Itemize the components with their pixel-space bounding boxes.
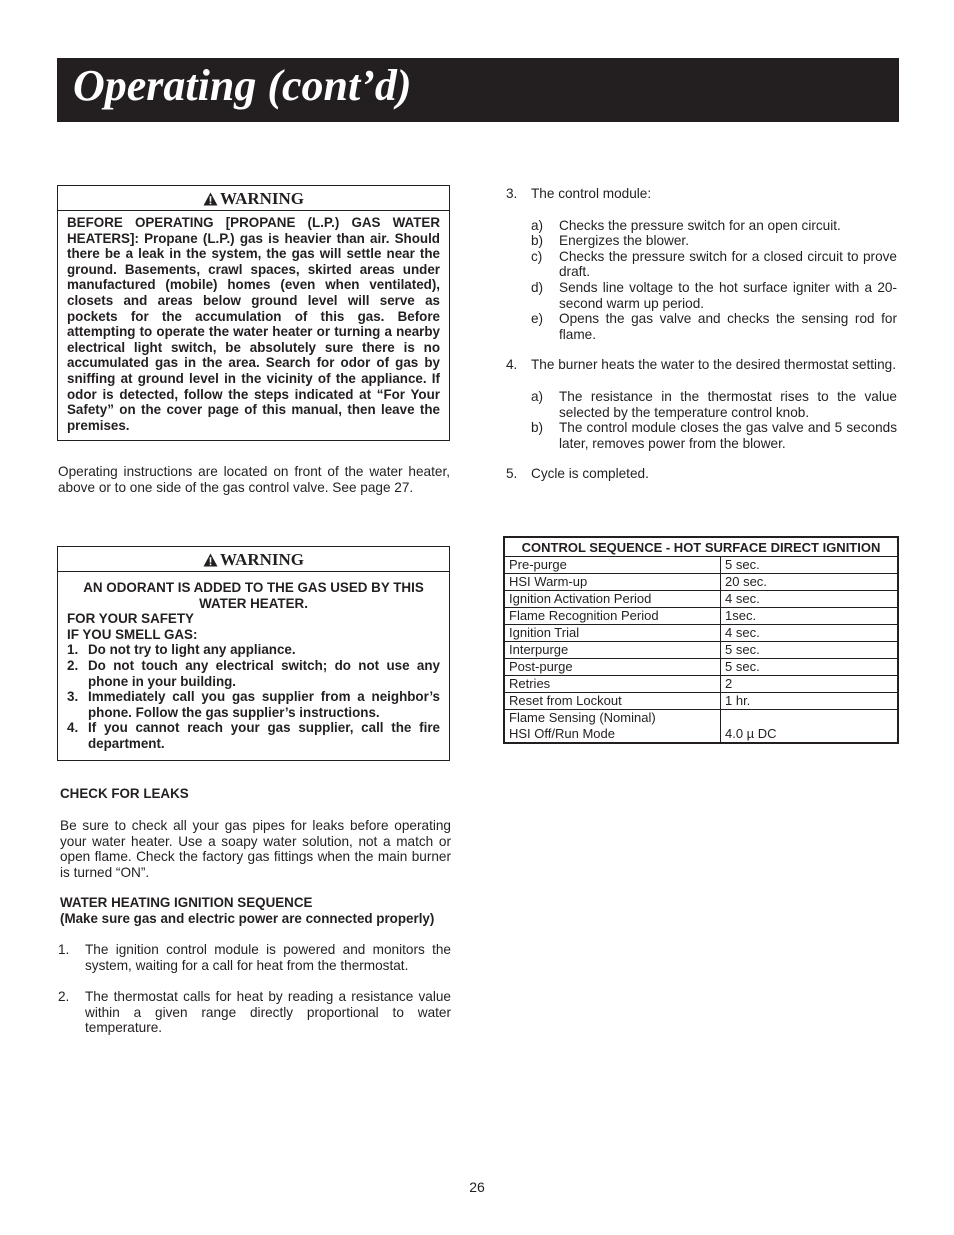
list-item: a) The resistance in the thermostat rises to the value selected by the temperature control knob. [531, 388, 897, 420]
table-row: Reset from Lockout 1 hr. [504, 693, 898, 710]
hsi-mode-label: HSI Off/Run Mode [509, 726, 615, 741]
ignition-sequence-heading: WATER HEATING IGNITION SEQUENCE [60, 895, 313, 910]
table-row: Retries 2 [504, 676, 898, 693]
list-item: 4. The burner heats the water to the desired thermostat setting. a) The resistance in the thermostat rises to the value selected by the temperature control knob. b) The control module closes the gas valve and 5 seconds later, removes power from the blower. [506, 357, 897, 451]
list-item: a) Checks the pressure switch for an open circuit. [531, 217, 841, 233]
ignition-steps-right [503, 186, 897, 482]
control-sequence-table [503, 536, 899, 744]
warning-text [58, 572, 449, 760]
list-item: b) The control module closes the gas valve and 5 seconds later, removes power from the blower. [531, 420, 897, 451]
flame-sensing-label: Flame Sensing (Nominal) [509, 710, 656, 725]
for-your-safety-label: FOR YOUR SAFETY [67, 611, 194, 627]
table-row: Ignition Activation Period 4 sec. [504, 591, 898, 608]
list-item: 5. Cycle is completed. [506, 466, 649, 482]
page-number: 26 [469, 1179, 485, 1195]
operating-instructions-text: Operating instructions are located on front of the water heater, above or to one side of the gas control valve. See page 27. [58, 464, 450, 495]
propane-warning-box [57, 185, 450, 441]
list-item: 4. If you cannot reach your gas supplier, call the fire department. [67, 720, 440, 751]
table-row: Pre-purge 5 sec. [504, 557, 898, 574]
list-item: 3. The control module: a) Checks the pressure switch for an open circuit. b) Energizes the blower. c) Checks the pressure switch for a closed circuit to prove draft. d) Sends line voltage to the hot surface igniter with a 20-second warm up period. e) Opens the gas valve and checks the sensing rod for flame. [506, 186, 897, 342]
table-row: Ignition Trial 4 sec. [504, 625, 898, 642]
warning-title: WARNING [219, 189, 305, 208]
list-item: e) Opens the gas valve and checks the sensing rod for flame. [531, 311, 897, 342]
list-item: 2. The thermostat calls for heat by reading a resistance value within a given range directly proportional to water temperature. [58, 989, 451, 1036]
list-item: 2. Do not touch any electrical switch; do not use any phone in your building. [67, 657, 440, 689]
burner-substeps [531, 389, 897, 451]
check-for-leaks-heading: CHECK FOR LEAKS [60, 786, 189, 801]
warning-triangle-icon [203, 553, 218, 567]
warning-header [58, 186, 449, 211]
table-title: CONTROL SEQUENCE - HOT SURFACE DIRECT IGNITION [504, 537, 898, 557]
table-row [504, 710, 898, 744]
warning-title: WARNING [219, 550, 305, 569]
table-row: Post-purge 5 sec. [504, 659, 898, 676]
list-item: c) Checks the pressure switch for a closed circuit to prove draft. [531, 248, 897, 280]
control-module-substeps [531, 218, 897, 343]
list-item: 1. Do not try to light any appliance. [67, 642, 296, 658]
table-row: Flame Recognition Period 1sec. [504, 608, 898, 625]
page-title: Operating (cont’d) [73, 61, 412, 110]
if-you-smell-gas-label: IF YOU SMELL GAS: [67, 626, 198, 642]
odorant-warning-box [57, 546, 450, 761]
check-for-leaks-text: Be sure to check all your gas pipes for leaks before operating your water heater. Use a soapy water solution, not a match or open flame. Check the factory gas fittings when the main burner is turned “ON”. [60, 818, 451, 880]
table-row: HSI Warm-up 20 sec. [504, 574, 898, 591]
list-item: 3. Immediately call you gas supplier from a neighbor’s phone. Follow the gas supplier’s instructions. [67, 689, 440, 720]
flame-sensing-value: 4.0 µ DC [721, 710, 899, 744]
warning-triangle-icon [203, 192, 218, 206]
odorant-notice: AN ODORANT IS ADDED TO THE GAS USED BY THIS WATER HEATER. [83, 580, 424, 611]
list-item: 1. The ignition control module is powered and monitors the system, waiting for a call for heat from the thermostat. [58, 942, 451, 973]
gas-safety-steps [67, 642, 440, 751]
warning-text: BEFORE OPERATING [PROPANE (L.P.) GAS WATER HEATERS]: Propane (L.P.) gas is heavier than air. Should there be a leak in the system, the gas will settle near the ground. Basements, crawl spaces, skirted areas under manufactured (mobile) homes (even when ventilated), closets and areas below ground level will serve as pockets for the accumulation of this gas. Before attempting to operate the water heater or turning a nearby electrical light switch, be absolutely sure there is no accumulated gas in the area. Search for odor of gas by sniffing at ground level in the vicinity of the appliance. If odor is detected, follow the steps indicated at “For Your Safety” on the cover page of this manual, then leave the premises. [67, 215, 440, 433]
warning-header [58, 547, 449, 572]
table-header-row [504, 537, 898, 557]
list-item: b) Energizes the blower. [531, 233, 689, 249]
page-header [57, 58, 899, 122]
table-row: Interpurge 5 sec. [504, 642, 898, 659]
ignition-sequence-subheading: (Make sure gas and electric power are connected properly) [60, 911, 435, 926]
ignition-steps-left [58, 942, 451, 1036]
list-item: d) Sends line voltage to the hot surface igniter with a 20-second warm up period. [531, 279, 897, 311]
